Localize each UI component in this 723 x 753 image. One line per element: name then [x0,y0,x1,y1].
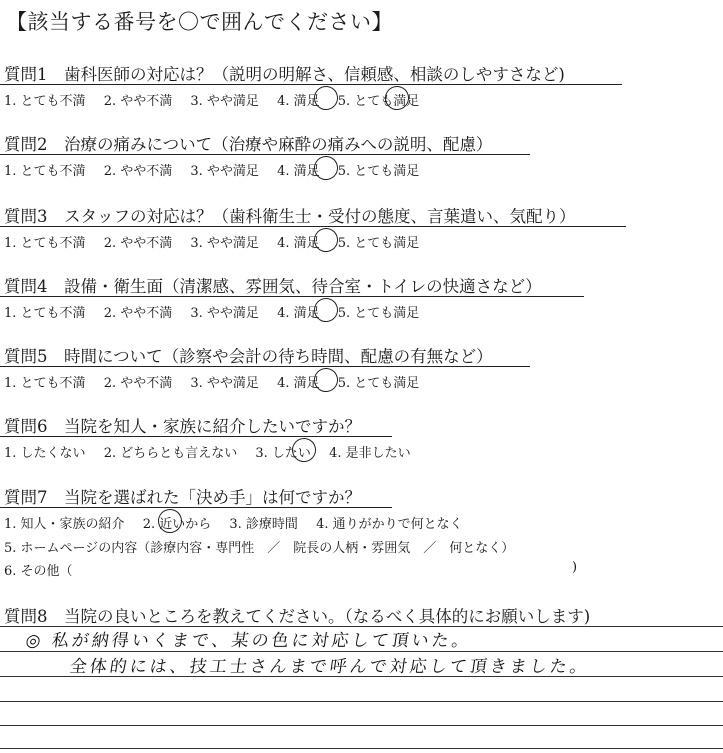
answer-line-6 [0,748,723,749]
q1-option-5[interactable]: 5. とても満足 [337,94,420,109]
question-5-title: 質問5 時間について（診察や会計の待ち時間、配慮の有無など） [4,347,493,366]
question-4-options [4,302,433,321]
q1-option-4[interactable]: 4. 満足 [277,94,320,109]
q4-option-1[interactable]: 1. とても不満 [4,306,86,321]
q1-option-2[interactable]: 2. やや不満 [103,94,173,109]
q1-option-1[interactable]: 1. とても不満 [4,94,86,109]
q7-option-2[interactable]: 2. 近いから [142,517,212,532]
q7-option-6[interactable]: 6. その他（ [4,564,73,579]
question-3-options [4,232,433,251]
question-4-underline [0,296,584,297]
q7-option-6-close-paren: ) [572,560,578,575]
q2-option-3[interactable]: 3. やや満足 [190,164,259,179]
q2-option-5[interactable]: 5. とても満足 [337,164,420,179]
q3-option-2[interactable]: 2. やや不満 [103,236,173,251]
q3-option-5[interactable]: 5. とても満足 [337,236,420,251]
answer-line-4 [0,701,723,702]
handwritten-answer-line-1: ◎ 私が納得いくまで、某の色に対応して頂いた。 [24,631,473,651]
question-6-title: 質問6 当院を知人・家族に紹介したいですか？ [4,417,361,436]
question-1-underline [0,84,622,85]
q2-option-2[interactable]: 2. やや不満 [103,164,173,179]
q4-option-4[interactable]: 4. 満足 [277,306,320,321]
q6-option-1[interactable]: 1. したくない [4,446,86,461]
q4-option-2[interactable]: 2. やや不満 [103,306,173,321]
question-3-title: 質問3 スタッフの対応は？（歯科衛生士・受付の態度、言葉遣い、気配り） [4,207,576,226]
question-1-title: 質問1 歯科医師の対応は？（説明の明解さ、信頼感、相談のしやすさなど) [4,65,565,84]
question-4-title: 質問4 設備・衛生面（清潔感、雰囲気、待合室・トイレの快適さなど） [4,277,542,296]
q3-option-1[interactable]: 1. とても不満 [4,236,86,251]
question-5-underline [0,366,530,367]
question-3-underline [0,226,626,227]
question-5-options [4,372,433,391]
question-7-underline [0,507,392,508]
q7-option-1[interactable]: 1. 知人・家族の紹介 [4,517,125,532]
q7-option-4[interactable]: 4. 通りがかりで何となく [316,517,463,532]
q2-option-1[interactable]: 1. とても不満 [4,164,86,179]
q3-option-4[interactable]: 4. 満足 [277,236,320,251]
question-2-underline [0,154,530,155]
q5-option-1[interactable]: 1. とても不満 [4,376,86,391]
q7-option-5[interactable]: 5. ホームページの内容（診療内容・専門性 ／ 院長の人柄・雰囲気 ／ 何となく） [4,541,515,556]
q3-option-3[interactable]: 3. やや満足 [190,236,259,251]
q2-option-4[interactable]: 4. 満足 [277,164,320,179]
q5-option-4[interactable]: 4. 満足 [277,376,320,391]
answer-line-5 [0,725,723,726]
question-6-options [4,442,425,461]
q5-option-2[interactable]: 2. やや不満 [103,376,173,391]
question-8-title: 質問8 当院の良いところを教えてください。（なるべく具体的にお願いします) [4,607,591,626]
q6-option-2[interactable]: 2. どちらとも言えない [103,446,238,461]
question-2-title: 質問2 治療の痛みについて（治療や麻酔の痛みへの説明、配慮） [4,135,493,154]
form-heading: 【該当する番号を〇で囲んでください】 [6,10,393,34]
q6-option-4[interactable]: 4. 是非したい [329,446,411,461]
q6-option-3[interactable]: 3. したい [255,446,311,461]
question-7-title: 質問7 当院を選ばれた「決め手」は何ですか？ [4,488,361,507]
q5-option-3[interactable]: 3. やや満足 [190,376,259,391]
question-6-underline [0,436,392,437]
handwritten-answer-line-2: 全体的には、技工士さんまで呼んで対応して頂きました。 [68,657,592,677]
question-2-options [4,160,433,179]
q1-option-3[interactable]: 3. やや満足 [190,94,259,109]
q4-option-5[interactable]: 5. とても満足 [337,306,420,321]
q7-option-3[interactable]: 3. 診療時間 [229,517,298,532]
q4-option-3[interactable]: 3. やや満足 [190,306,259,321]
q5-option-5[interactable]: 5. とても満足 [337,376,420,391]
question-7-options-row1 [4,513,477,532]
question-1-options [4,90,433,109]
